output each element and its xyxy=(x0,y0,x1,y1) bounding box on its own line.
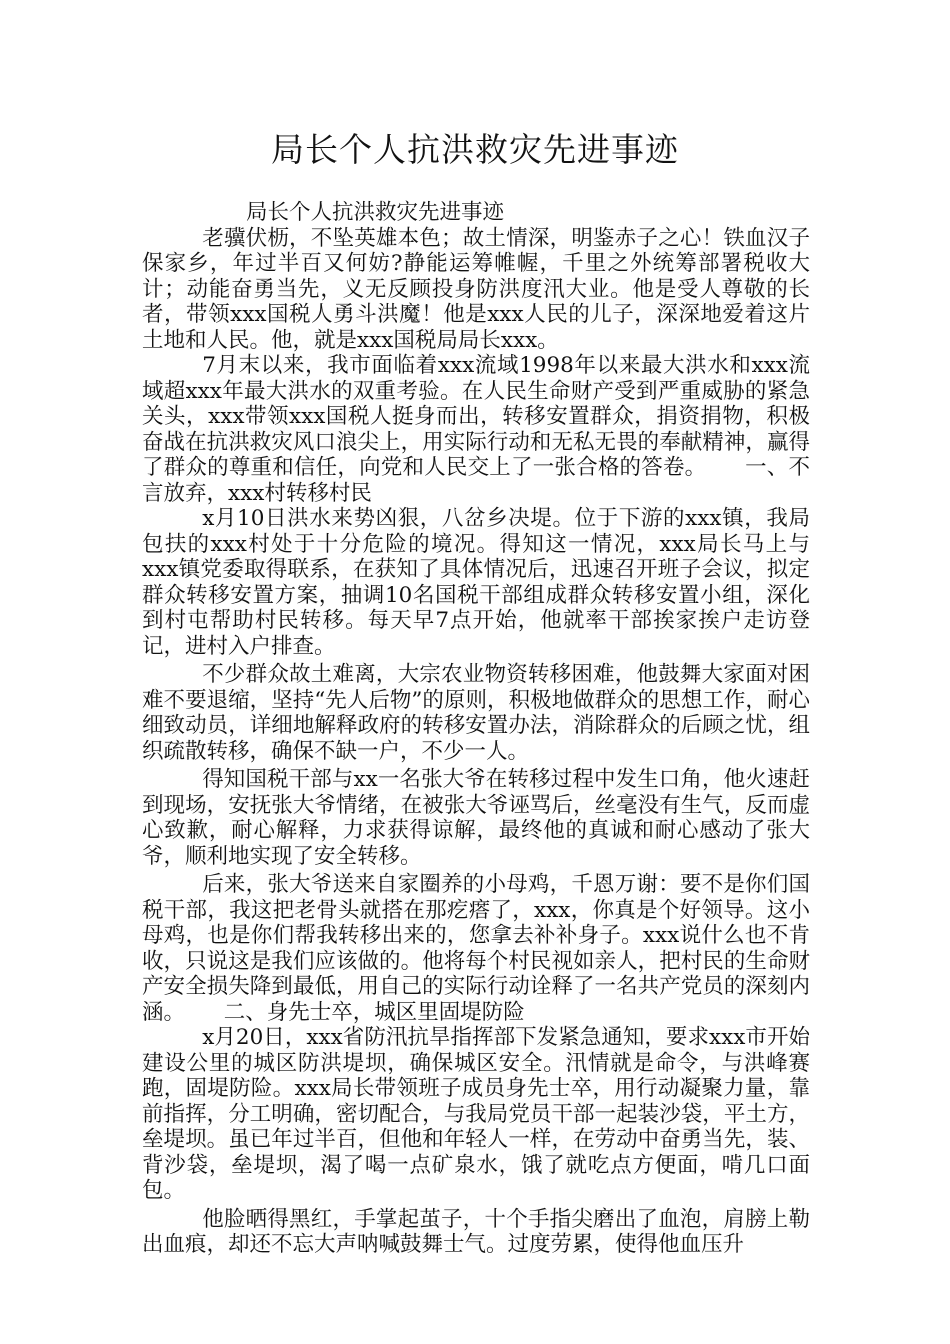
paragraph-text: x月20日，xxx省防汛抗旱指挥部下发紧急通知，要求xxx市开始建设公里的城区防洪堤坝，确保城区安全。汛情就是命令，与洪峰赛跑，固堤防险。xxx局长带领班子成员身先士卒，用行动凝聚力量，靠前指挥，分工明确，密切配合，与我局党员干部一起装沙袋，平土方，垒堤坝。虽已年过半百，但他和年轻人一样，在劳动中奋勇当先，装、背沙袋，垒堤坝，渴了喝一点矿泉水，饿了就吃点方便面，啃几口面包。 xyxy=(142,1025,810,1203)
paragraph-text: 他脸晒得黑红，手掌起茧子，十个手指尖磨出了血泡，肩膀上勒出血痕，却还不忘大声呐喊鼓舞士气。过度劳累，使得他血压升 xyxy=(142,1206,810,1257)
section-heading: 二、身先士卒，城区里固堤防险 xyxy=(223,999,525,1025)
paragraph xyxy=(142,662,810,764)
paragraph xyxy=(142,1207,810,1258)
paragraph-text: x月10日洪水来势凶狠，八岔乡决堤。位于下游的xxx镇，我局包扶的xxx村处于十分危险的境况。得知这一情况，xxx局长马上与xxx镇党委取得联系，在获知了具体情况后，迅速召开班子会议，拟定群众转移安置方案，抽调10名国税干部组成群众转移安置小组，深化到村屯帮助村民转移。每天早7点开始，他就率干部挨家挨户走访登记，进村入户排查。 xyxy=(142,506,810,659)
paragraph xyxy=(142,226,810,354)
document-subtitle: 局长个人抗洪救灾先进事迹 xyxy=(246,200,505,225)
paragraph xyxy=(142,1025,810,1204)
paragraph-text: 不少群众故土难离，大宗农业物资转移困难，他鼓舞大家面对困难不要退缩，坚持“先人后物”的原则，积极地做群众的思想工作，耐心细致动员，详细地解释政府的转移安置办法，消除群众的后顾之忧，组织疏散转移，确保不缺一户，不少一人。 xyxy=(142,662,810,764)
document-body xyxy=(142,200,810,1258)
section-heading: 一、不言放弃，xxx村转移村民 xyxy=(142,455,810,506)
paragraph xyxy=(142,353,810,506)
paragraph xyxy=(142,506,810,659)
paragraph-text: 后来，张大爷送来自家圈养的小母鸡，千恩万谢：要不是你们国税干部，我这把老骨头就搭在那疙瘩了，xxx，你真是个好领导。这小母鸡，也是你们帮我转移出来的，您拿去补补身子。xxx说什么也不肯收，只说这是我们应该做的。他将每个村民视如亲人，把村民的生命财产安全损失降到最低，用自己的实际行动诠释了一名共产党员的深刻内涵。 xyxy=(142,872,810,1025)
paragraph-text: 得知国税干部与xx一名张大爷在转移过程中发生口角，他火速赶到现场，安抚张大爷情绪，在被张大爷诬骂后，丝毫没有生气，反而虚心致歉，耐心解释，力求获得谅解，最终他的真诚和耐心感动了张大爷，顺利地实现了安全转移。 xyxy=(142,767,810,869)
paragraph xyxy=(142,767,810,869)
document-title: 局长个人抗洪救灾先进事迹 xyxy=(271,130,679,169)
paragraph-text: 7月末以来，我市面临着xxx流域1998年以来最大洪水和xxx流域超xxx年最大洪水的双重考验。在人民生命财产受到严重威胁的紧急关头，xxx带领xxx国税人挺身而出，转移安置群众，捐资捐物，积极奋战在抗洪救灾风口浪尖上，用实际行动和无私无畏的奉献精神，赢得了群众的尊重和信任，向党和人民交上了一张合格的答卷。 xyxy=(142,353,810,480)
paragraph-text: 老骥伏枥，不坠英雄本色；故土情深，明鉴赤子之心！铁血汉子保家乡，年过半百又何妨?静能运筹帷幄，千里之外统筹部署税收大计；动能奋勇当先，义无反顾投身防洪度汛大业。他是受人尊敬的长者，带领xxx国税人勇斗洪魔！他是xxx人民的儿子，深深地爱着这片土地和人民。他，就是xxx国税局局长xxx。 xyxy=(142,225,810,353)
paragraph xyxy=(142,872,810,1025)
